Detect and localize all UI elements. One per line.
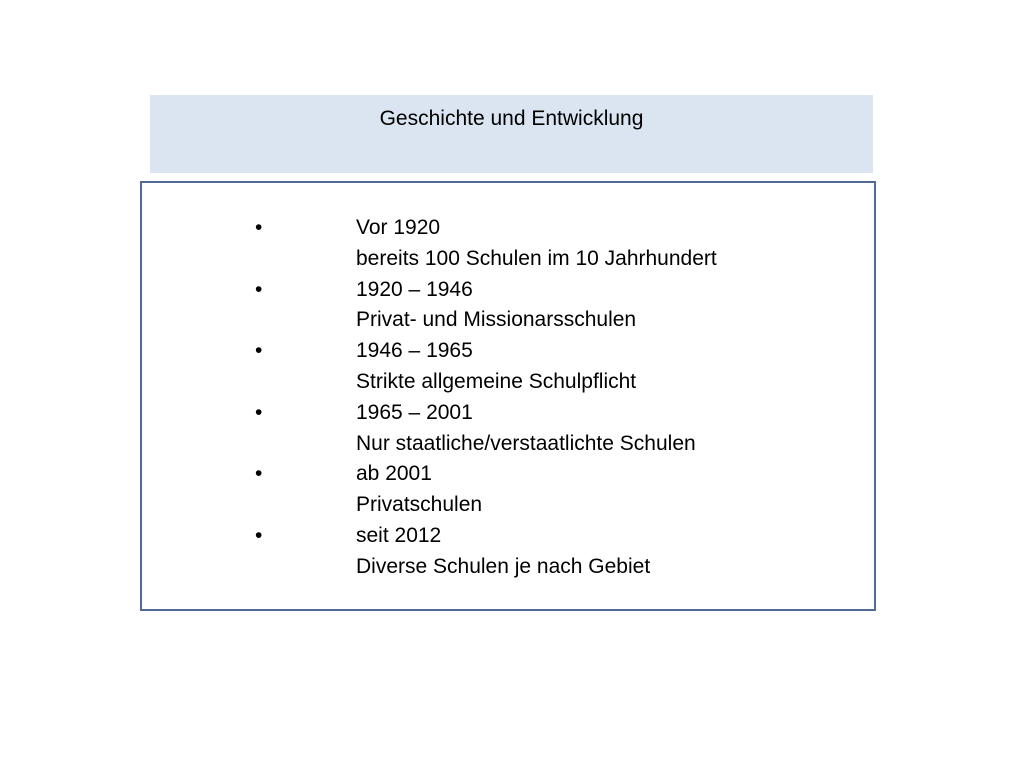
bullet-icon: •	[255, 216, 263, 239]
timeline-period: seit 2012	[356, 523, 442, 547]
timeline-period: 1920 – 1946	[356, 277, 473, 301]
timeline-item	[142, 521, 717, 583]
timeline-item	[142, 213, 717, 275]
bullet-icon: •	[255, 523, 263, 547]
timeline-description: Nur staatliche/verstaatlichte Schulen	[356, 431, 696, 455]
timeline-item	[142, 336, 717, 398]
timeline-description: bereits 100 Schulen im 10 Jahrhundert	[356, 246, 717, 270]
timeline-list	[142, 213, 717, 583]
timeline-item	[142, 459, 717, 521]
timeline-description: Privatschulen	[356, 493, 483, 517]
timeline-period: ab 2001	[356, 462, 432, 486]
title-box	[150, 95, 873, 173]
content-box	[140, 181, 876, 611]
bullet-icon: •	[255, 400, 263, 424]
bullet-icon: •	[255, 462, 263, 486]
slide-title: Geschichte und Entwicklung	[379, 107, 644, 130]
timeline-period: 1965 – 2001	[356, 400, 473, 424]
timeline-item	[142, 275, 717, 337]
timeline-period: 1946 – 1965	[356, 339, 473, 363]
timeline-description: Diverse Schulen je nach Gebiet	[356, 554, 651, 578]
timeline-item	[142, 398, 717, 460]
timeline-description: Strikte allgemeine Schulpflicht	[356, 369, 637, 393]
bullet-icon: •	[255, 277, 263, 301]
timeline-description: Privat- und Missionarsschulen	[356, 308, 637, 332]
timeline-period: Vor 1920	[356, 216, 441, 239]
bullet-icon: •	[255, 339, 263, 363]
